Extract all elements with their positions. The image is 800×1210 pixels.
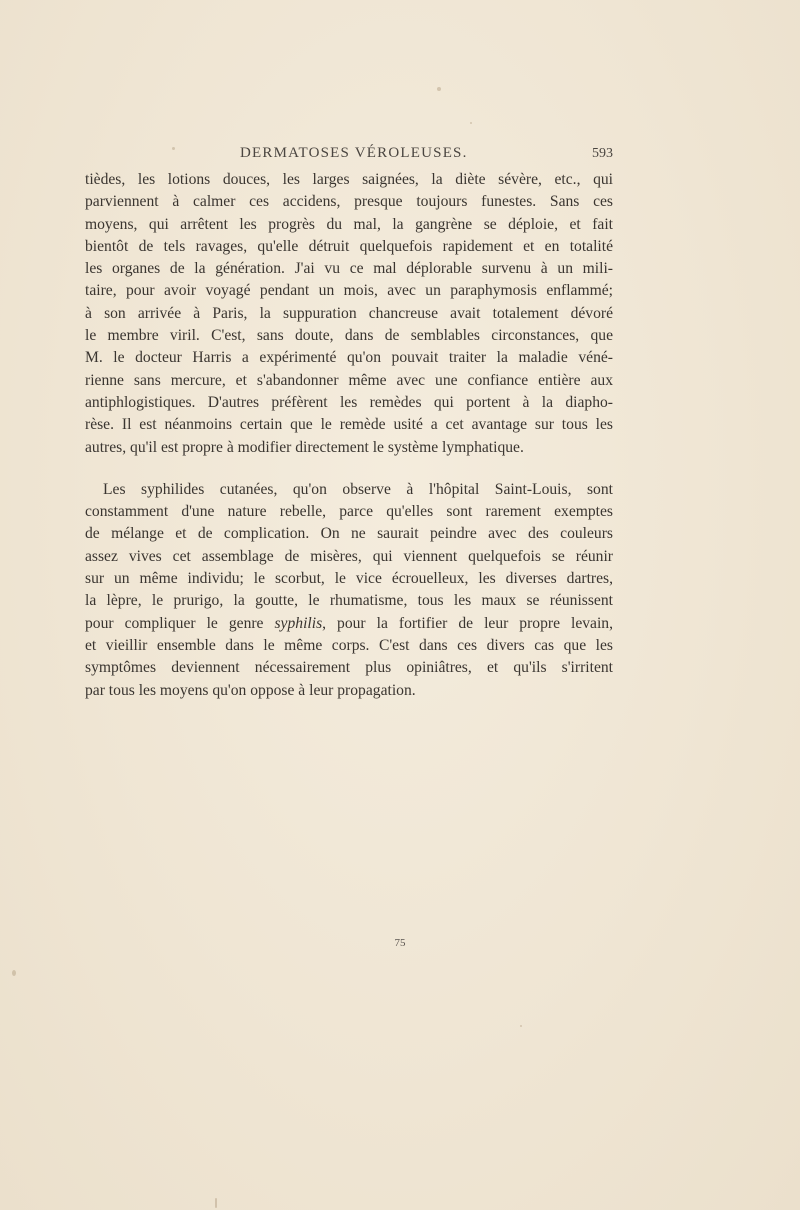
running-title: DERMATOSES VÉROLEUSES. <box>240 145 468 161</box>
page-number: 593 <box>592 146 613 161</box>
paragraph-1 <box>85 169 613 459</box>
text-line: autres, qu'il est propre à modifier directement le système lymphatique. <box>85 438 524 456</box>
paper-speck <box>437 87 441 91</box>
text-line: M. le docteur Harris a expérimenté qu'on pouvait traiter la maladie véné- <box>85 349 613 367</box>
text-line: assez vives cet assemblage de misères, qui viennent quelquefois se réunir <box>85 547 613 565</box>
text-line: constamment d'une nature rebelle, parce qu'elles sont rarement exemptes <box>85 503 613 521</box>
text-line: moyens, qui arrêtent les progrès du mal, la gangrène se déploie, et fait <box>85 215 613 233</box>
italic-term: syphilis <box>274 614 323 632</box>
text-line: et vieillir ensemble dans le même corps. C'est dans ces divers cas que les <box>85 636 613 654</box>
paper-speck <box>215 1198 217 1208</box>
text-line-with-italic <box>85 613 613 635</box>
text-line: rèse. Il est néanmoins certain que le remède usité a cet avantage sur tous les <box>85 416 613 434</box>
paragraph-2 <box>85 479 613 702</box>
text-line: sur un même individu; le scorbut, le vice écrouelleux, les diverses dartres, <box>85 570 613 588</box>
text-line: Les syphilides cutanées, qu'on observe à l'hôpital Saint-Louis, sont <box>103 480 613 498</box>
text-line: symptômes deviennent nécessairement plus opiniâtres, et qu'ils s'irritent <box>85 659 613 677</box>
text-line: bientôt de tels ravages, qu'elle détruit quelquefois rapidement et en totalité <box>85 237 613 255</box>
signature-mark: 75 <box>394 937 406 949</box>
text-line: la lèpre, le prurigo, la goutte, le rhumatisme, tous les maux se réunissent <box>85 592 613 610</box>
text-line: tièdes, les lotions douces, les larges saignées, la diète sévère, etc., qui <box>85 171 613 188</box>
text-line: les organes de la génération. J'ai vu ce mal déplorable survenu à un mili- <box>85 260 613 278</box>
paper-speck <box>12 970 16 976</box>
text-line: taire, pour avoir voyagé pendant un mois, avec un paraphymosis enflammé; <box>85 282 613 300</box>
text-segment: pour compliquer le genre <box>85 614 275 632</box>
text-line: antiphlogistiques. D'autres préfèrent les remèdes qui portent à la diapho- <box>85 393 613 411</box>
text-line: de mélange et de complication. On ne saurait peindre avec des couleurs <box>85 525 613 543</box>
paper-speck <box>470 122 472 124</box>
text-line: à son arrivée à Paris, la suppuration chancreuse avait totalement dévoré <box>85 304 613 322</box>
text-line: rienne sans mercure, et s'abandonner même avec une confiance entière aux <box>85 371 613 389</box>
text-line: le membre viril. C'est, sans doute, dans de semblables circonstances, que <box>85 327 613 345</box>
body-text <box>85 169 613 702</box>
text-line: par tous les moyens qu'on oppose à leur propagation. <box>85 681 416 699</box>
running-header <box>85 145 613 167</box>
paper-speck <box>520 1025 522 1027</box>
text-segment: , pour la fortifier de leur propre levain, <box>322 614 613 632</box>
text-line: parviennent à calmer ces accidens, presque toujours funestes. Sans ces <box>85 193 613 211</box>
